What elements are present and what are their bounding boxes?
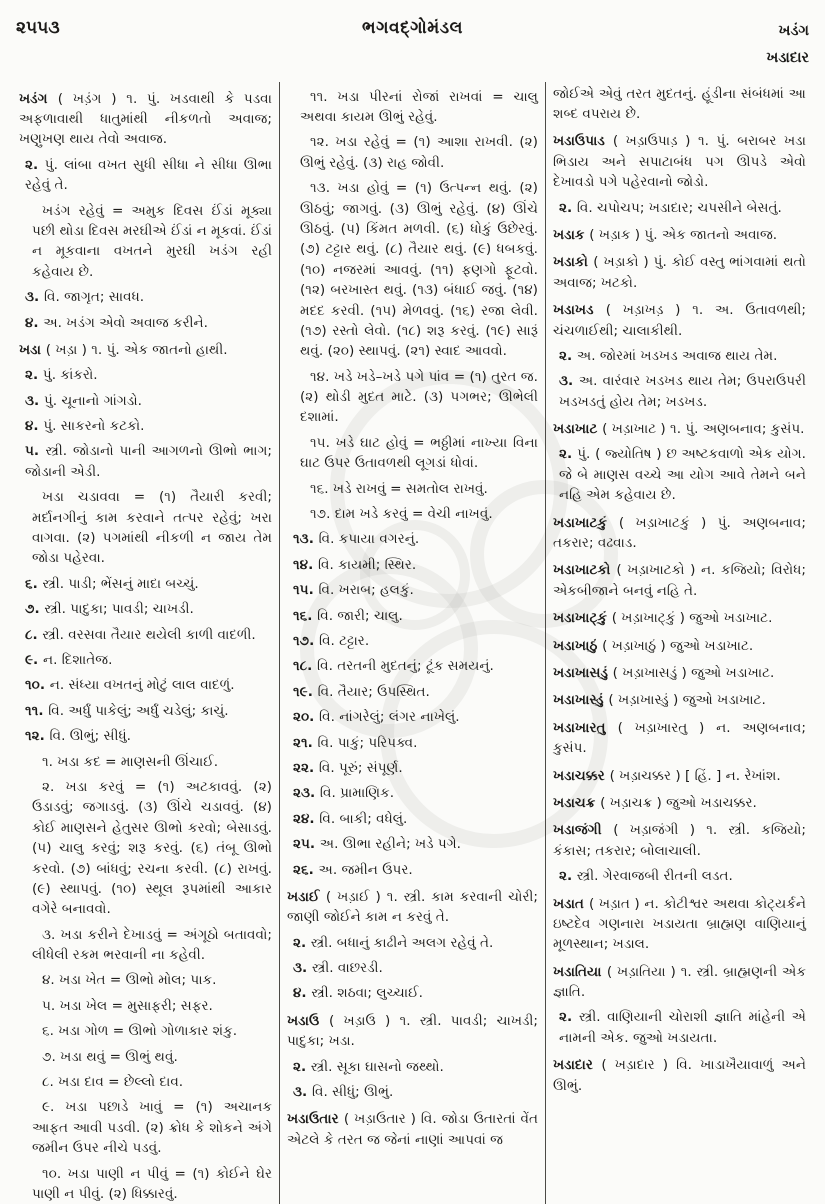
headword: ખડાકો — [552, 254, 594, 271]
sense-item: ૨૧. વિ. પાકું; પરિપક્વ. — [292, 734, 418, 751]
headword: ખડાઉતાર — [286, 1111, 344, 1128]
idiom-item: ૧૬. ખડે રાખવું = સમતોલ રાખવું. — [309, 480, 488, 497]
headword: ખડાખાઠું — [552, 637, 603, 654]
sense-item: ૨. સ્ત્રી. વાણિયાની ચોરાશી જ્ઞાતિ માંહેની એ નામની એક. જુઓ ખડાયતા. — [558, 1009, 806, 1046]
headword: ખડાક — [552, 226, 590, 243]
dictionary-entry: ખડાતિયા ( ખડ઼ાતિયા ) ૧. સ્ત્રી. બ્રાહ્મણની એક જ્ઞાતિ. — [552, 963, 806, 1001]
headword: ખડંગ — [19, 90, 58, 107]
idiom-item: ૧૪. ખડે ખડે–ખડે પગે પાંવ = (૧) તુરત જ. (૨) થોડી મુદત માટે. (૩) પગભર; ઊભેલી દશામાં. — [299, 368, 538, 426]
headword: ખડાચક્ર — [552, 794, 601, 811]
sense-item: ૪. સ્ત્રી. શઠવા; લુચ્ચાઈ. — [292, 985, 423, 1002]
dictionary-entry: ખડંગ ( ખડ઼ંગ ) ૧. પું. ખડવાથી કે પડવા અફળાવાથી ધાતુમાંથી નીકળતો અવાજ; ખણુખણ થાય તેવો અવાજ. — [19, 90, 272, 148]
dictionary-entry: ખડાદાર ( ખડ઼ાદાર ) વિ. ખાડાખૈયાવાળું અને ઊભું. — [552, 1057, 806, 1094]
idiom-item: ૫. ખડા ખેલ = મુસાફરી; સફર. — [42, 997, 213, 1014]
sense-number: ૨. — [558, 868, 577, 885]
idiom-item: ૭. ખડા થવું = ઊભું થવું. — [42, 1048, 178, 1065]
idiom-item: ૧. ખડા કદ = માણસની ઊંચાઈ. — [42, 753, 219, 770]
dictionary-entry: ખડાઉતાર ( ખડ઼ાઉતાર ) વિ. જોડા ઉતારતાં વેંત એટલે કે તરત જ જેનાં નાણાં આપવાં જ — [286, 1111, 538, 1148]
page-header — [16, 18, 809, 72]
sense-number: ૧૭. — [292, 633, 319, 649]
sense-number: ૨૫. — [292, 836, 320, 853]
dictionary-entry: ખડાખાસડું ( ખડ઼ાખાસડું ) જુઓ ખડાખાટ. — [552, 665, 775, 681]
sense-item: ૩. પું. ચૂનાનો ગાંગડો. — [25, 392, 142, 409]
sense-number: ૨૪. — [292, 810, 320, 827]
sense-number: ૯. — [25, 652, 43, 668]
sense-item: ૨. વિ. ચપોચપ; ખડાદાર; ચપસીને બેસતું. — [558, 199, 782, 216]
sense-item: ૫. સ્ત્રી. જોડાનો પાની આગળનો ઊભો ભાગ; જોડાની એડી. — [25, 443, 272, 480]
sense-number: ૧૩. — [292, 531, 319, 548]
sense-number: ૨૩. — [292, 785, 320, 802]
sense-item: ૨. પું. કાંકરો. — [25, 367, 98, 384]
sense-item: ૨. સ્ત્રી. ગેરવાજબી રીતની લડત. — [558, 868, 733, 885]
sense-item: ૨૬. અ. જમીન ઉપર. — [292, 861, 413, 878]
sense-number: ૨૦. — [292, 709, 320, 726]
sense-number: ૧૯. — [292, 683, 318, 700]
sense-number: ૧૫. — [292, 582, 319, 599]
sense-number: ૭. — [25, 601, 45, 618]
sense-number: ૨૨. — [292, 759, 319, 776]
sense-item: ૧૪. વિ. કાયમી; સ્થિર. — [292, 556, 417, 573]
sense-number: ૧૮. — [292, 658, 318, 675]
sense-number: ૩. — [292, 1084, 312, 1101]
idiom-item: ૮. ખડા દાવ = છેલ્લો દાવ. — [42, 1074, 184, 1091]
sense-item: ૨૦. વિ. નાંગરેલું; લંગર નાખેલું. — [292, 709, 460, 726]
sense-item: ૧૭. વિ. ટટ્ટાર. — [292, 633, 370, 649]
headword: ખડાખારતુ — [552, 719, 618, 736]
sense-number: ૩. — [25, 392, 44, 409]
idiom-item: ૧૩. ખડા હોવું = (૧) ઉત્પન્ન થવું. (૨) ઊઠવું; જાગવું. (૩) ઊભું રહેવું. (૪) ઊંચે ઊઠવું. (૫) કિંમત મળવી. (૬) ધોકું ઉછેરવું. (૭) ટટ્ટાર થવું. (૮) તૈયાર થવું. (૯) ધબકવું. (૧૦) નજરમાં આવવું. (૧૧) ફણગો ફૂટવો. (૧૨) બરખાસ્ત થવું. (૧૩) બંધાઈ જવું. (૧૪) મદદ કરવી. (૧૫) મેળવવું. (૧૬) રજા લેવી. (૧૭) રસ્તો લેવો. (૧૮) શરૂ કરવું. (૧૯) સારૂં થવું. (૨૦) સ્થાપવું. (૨૧) સ્વાદ આવવો. — [299, 180, 538, 360]
dictionary-entry: ખડાકો ( ખડ઼ાકો ) પું. કોઈ વસ્તુ ભાંગવામાં થતો અવાજ; ખટકો. — [552, 254, 806, 291]
sense-number: ૪. — [25, 418, 44, 435]
sense-number: ૨. — [558, 199, 577, 216]
sense-number: ૨. — [292, 934, 311, 951]
sense-item: ૨. પું. લાંબા વખત સુધી સીધા ને સીધા ઊભા રહેવું તે. — [25, 156, 272, 194]
dictionary-entry: ખડા ( ખડ઼ા ) ૧. પું. એક જાતનો હાથી. — [19, 341, 228, 358]
dictionary-entry: ખડાખાસ્ડું ( ખડ઼ાખાસ્ડું ) જુઓ ખડાખાટ. — [552, 692, 766, 709]
sense-number: ૧૬. — [292, 607, 318, 624]
page-title: ભગવદ્ગોમંડલ — [362, 18, 463, 38]
idiom-item: ૧૧. ખડા પીરનાં રોજાં રાખવાં = ચાલુ અથવા કાયમ ઊભું રહેવું. — [299, 88, 538, 126]
guide-words — [689, 18, 809, 72]
headword: ખડા — [19, 341, 46, 358]
sense-item: ૧૧. વિ. અર્ધું પાકેલું; અર્ધું ચડેલું; કાચું. — [25, 702, 229, 719]
sense-item: ૨. પું. ( જ્યોતિષ ) છ અષ્ટકવાળો એક યોગ. જે બે માણસ વચ્ચે આ યોગ આવે તેમને બને નહિ એમ કહેવાય છે. — [558, 446, 806, 504]
idiom-item: ખડા ચડાવવા = (૧) તૈયારી કરવી; મર્દાનગીનું કામ કરવાને તત્પર રહેવું; ખરા વાગવા. (૨) પગમાંથી નીકળી ન જાય તેમ જોડા પહેરવા. — [32, 489, 272, 567]
sense-item: ૪. અ. ખડંગ એવો અવાજ કરીને. — [25, 314, 209, 331]
guide-word-first: ખડંગ — [778, 23, 809, 39]
sense-item: ૧૮. વિ. તરતની મુદતનું; ટૂંક સમયનું. — [292, 658, 494, 675]
dictionary-entry: ખડાચક્કર ( ખડ઼ાચક્કર ) [ હિં. ] ન. રેખાંશ. — [552, 767, 781, 784]
dictionary-entry: ખડાક ( ખડ઼ાક ) પું. એક જાતનો અવાજ. — [552, 226, 778, 243]
dictionary-entry: ખડાજંગી ( ખડ઼ાજંગી ) ૧. સ્ત્રી. કજિયો; કંકાસ; તકરાર; બોલાચાલી. — [552, 822, 806, 859]
headword: ખડાજંગી — [552, 822, 614, 839]
idiom-item: ૩. ખડા કરીને દેખાડવું = અંગૂઠો બતાવવો; લીધેલી રકમ ભરવાની ના કહેવી. — [32, 926, 272, 964]
sense-number: ૨. — [558, 347, 577, 364]
sense-number: ૧૧. — [25, 702, 49, 719]
sense-number: ૧૨. — [25, 728, 50, 745]
sense-number: ૨. — [558, 1009, 579, 1026]
sense-number: ૩. — [292, 960, 312, 977]
sense-item: ૨૪. વિ. બાકી; વધેલું. — [292, 810, 408, 827]
sense-number: ૩. — [558, 373, 579, 390]
headword: ખડાઈ — [286, 888, 326, 905]
dictionary-entry: ખડાત ( ખડ઼ાત ) ન. કોટીશ્વર અથવા કોટ્યર્કને ઇષ્ટદેવ ગણનારા ખડાયતા બ્રાહ્મણ વાણિયાનું મૂળસ્થાન; ખડાલ. — [552, 895, 806, 953]
idiom-item: ૨. ખડા કરવું = (૧) અટકાવવું. (૨) ઉડાડવું; જગાડવું. (૩) ઊંચે ચડાવવું. (૪) કોઈ માણસને હેતુસર ઊભો કરવો; બેસાડવું. (૫) ચાલુ કરવું; શરૂ કરવું. (૬) તંબૂ ઊભો કરવો. (૭) બાંધવું; રચના કરવી. (૮) રાખવું. (૯) સ્થાપવું. (૧૦) સ્થૂલ રૂપમાંથી આકાર વગેરે બનાવવો. — [32, 778, 272, 918]
idiom-item: ૧૫. ખડે ઘાટ હોવું = ભઠ્ઠીમાં નાખ્યા વિના ઘાટ ઉપર ઉતાવળથી લૂગડાં ધોવાં. — [299, 434, 538, 472]
dictionary-entry: ખડાચક્ર ( ખડ઼ાચક્ર ) જુઓ ખડાચક્કર. — [552, 794, 757, 811]
sense-item: ૩. સ્ત્રી. વાછરડી. — [292, 960, 383, 977]
sense-item: ૪. પું. સાકરનો કટકો. — [25, 418, 145, 435]
dictionary-entry: ખડાખડ ( ખડ઼ાખડ઼ ) ૧. અ. ઉતાવળથી; ચંચળાઈથી; ચાલાકીથી. — [552, 302, 806, 339]
sense-item: ૩. વિ. જાગૃત; સાવધ. — [25, 289, 145, 306]
sense-item: ૨૨. વિ. પૂરું; સંપૂર્ણ. — [292, 759, 403, 776]
dictionary-entry: ખડાઉપાડ ( ખડ઼ાઉપાડ઼ ) ૧. પું. બરાબર ખડા ભિડાય અને સપાટાબંધ પગ ઊપડે એવો દેખાવડો પગે પહેરવાનો જોડો. — [552, 133, 806, 191]
headword: ખડાખાસડું — [552, 665, 613, 681]
headword: ખડાખાટકું — [552, 514, 619, 531]
headword: ખડાખાટ — [552, 421, 603, 438]
idiom-item: ૪. ખડા ખેત = ઊભો મોલ; પાક. — [42, 972, 217, 989]
headword: ખડાદાર — [552, 1057, 602, 1074]
sense-item: ૮. સ્ત્રી. વરસવા તૈયાર થયેલી કાળી વાદળી. — [25, 626, 256, 643]
sense-number: ૨૧. — [292, 734, 318, 751]
dictionary-entry: ખડાખાટકું ( ખડ઼ાખાટકું ) પું. અણબનાવ; તકરાર; વઢવાડ. — [552, 514, 806, 552]
page-number: ૨૫૫૩ — [16, 18, 60, 38]
sense-item: ૨૩. વિ. પ્રામાણિક. — [292, 785, 395, 802]
idiom-item: ૬. ખડા ગોળ = ઊભો ગોળાકાર શંકુ. — [42, 1023, 238, 1040]
sense-number: ૧૪. — [292, 556, 318, 573]
sense-item: ૧૯. વિ. તૈયાર; ઉપસ્થિત. — [292, 683, 430, 700]
sense-item: ૩. વિ. સીધું; ઊભું. — [292, 1084, 394, 1101]
sense-number: ૮. — [25, 626, 43, 643]
headword: ખડાઉ — [286, 1012, 329, 1029]
headword: ખડાઉપાડ — [552, 133, 613, 150]
sense-number: ૨૬. — [292, 861, 319, 878]
guide-word-last: ખડાદાર — [766, 49, 809, 66]
sense-item: ૩. અ. વારંવાર ખડખડ થાય તેમ; ઉપરાઉપરી ખડખડતું હોય તેમ; ખડખડ. — [558, 373, 806, 410]
headword: ખડાખાટકો — [552, 562, 617, 579]
dictionary-entry: ખડાખાટ્કું ( ખડ઼ાખાટ્કું ) જુઓ ખડાખાટ. — [552, 610, 773, 627]
sense-number: ૨. — [25, 367, 43, 384]
sense-item: ૨. સ્ત્રી. સૂકા ઘાસનો જથ્થો. — [292, 1058, 444, 1075]
sense-number: ૬. — [25, 575, 43, 592]
sense-item: ૧૦. ન. સંધ્યા વખતનું મોટું લાલ વાદળું. — [25, 677, 235, 694]
headword: ખડાચક્કર — [552, 767, 610, 784]
sense-number: ૪. — [292, 985, 312, 1002]
dictionary-entry: ખડાઈ ( ખડ઼ાઈ ) ૧. સ્ત્રી. કામ કરવાની ચોરી; જાણી જોઈને કામ ન કરવું તે. — [286, 888, 538, 926]
dictionary-entry: ખડાખાઠું ( ખડ઼ાખાઠું ) જુઓ ખડાખાટ. — [552, 637, 754, 654]
dictionary-entry: ખડાઉ ( ખડ઼ાઉ ) ૧. સ્ત્રી. પાવડી; ચાખડી; પાદુકા; ખડા. — [286, 1012, 538, 1050]
continuation-text: જોઈએ એવું તરત મુદતનું. હૂંડીના સંબંધમાં આ શબ્દ વપરાય છે. — [552, 85, 806, 123]
idiom-item: ખડંગ રહેવું = અમુક દિવસ ઈંડાં મૂક્યા પછી થોડા દિવસ મરઘીએ ઈંડાં ન મૂકવાં. ઈંડાં ન મૂકવાના વખતને મુરઘી ખડંગ રહી કહેવાય છે. — [32, 202, 272, 280]
sense-item: ૨. સ્ત્રી. બધાનું કાઢીને અલગ રહેવું તે. — [292, 934, 494, 951]
idiom-item: ૧૭. દામ ખડે કરવું = વેચી નાખવું. — [309, 506, 493, 523]
headword: ખડાખાસ્ડું — [552, 692, 609, 709]
idiom-item: ૧૦. ખડા પાણી ન પીવું = (૧) કોઈને ઘેર પાણી ન પીવું. (૨) ધિક્કારવું. — [32, 1165, 272, 1202]
sense-item: ૬. સ્ત્રી. પાડી; ભેંસનું માદા બચ્ચું. — [25, 575, 199, 592]
sense-number: ૨. — [292, 1058, 311, 1075]
sense-item: ૨. અ. જોરમાં ખડખડ અવાજ થાય તેમ. — [558, 347, 778, 364]
sense-item: ૯. ન. દિશાતેજ. — [25, 652, 113, 668]
sense-number: ૨. — [558, 446, 578, 463]
sense-number: ૪. — [25, 314, 44, 331]
column-1 — [12, 82, 279, 1204]
sense-item: ૧૩. વિ. કપાયા વગરનું. — [292, 531, 420, 548]
dictionary-entry: ખડાખાટ ( ખડ઼ાખાટ ) ૧. પું. અણબનાવ; કુસંપ. — [552, 421, 805, 438]
sense-number: ૫. — [25, 443, 46, 460]
sense-item: ૧૨. વિ. ઊભું; સીધું. — [25, 728, 131, 745]
headword: ખડાખડ — [552, 302, 606, 319]
sense-item: ૨૫. અ. ઊભા રહીને; ખડે પગે. — [292, 836, 461, 853]
columns — [12, 82, 813, 1204]
dictionary-entry: ખડાખારતુ ( ખડ઼ાખારતુ ) ન. અણબનાવ; કુસંપ. — [552, 719, 806, 757]
sense-item: ૧૫. વિ. ખરાબ; હલકું. — [292, 582, 414, 599]
column-3 — [546, 82, 813, 1204]
headword: ખડાખાટ્કું — [552, 610, 612, 627]
sense-item: ૧૬. વિ. જારી; ચાલુ. — [292, 607, 403, 624]
sense-item: ૭. સ્ત્રી. પાદુકા; પાવડી; ચાખડી. — [25, 601, 194, 618]
idiom-item: ૯. ખડા પછાડે ખાવું = (૧) અચાનક આફત આવી પડવી. (૨) ક્રોધ કે શોકને અંગે જમીન ઉપર નીચે પડવું. — [32, 1099, 272, 1157]
idiom-item: ૧૨. ખડા રહેવું = (૧) આશા રાખવી. (૨) ઊભું રહેવું. (૩) રાહ જોવી. — [299, 134, 538, 171]
headword: ખડાતિયા — [552, 963, 607, 980]
sense-number: ૩. — [25, 289, 44, 306]
headword: ખડાત — [552, 895, 589, 912]
dictionary-entry: ખડાખાટકો ( ખડ઼ાખાટકો ) ન. કજિયો; વિરોધ; એકબીજાને બનવું નહિ તે. — [552, 562, 806, 599]
sense-number: ૨. — [25, 156, 45, 173]
sense-number: ૧૦. — [25, 677, 50, 694]
column-2 — [279, 82, 546, 1204]
